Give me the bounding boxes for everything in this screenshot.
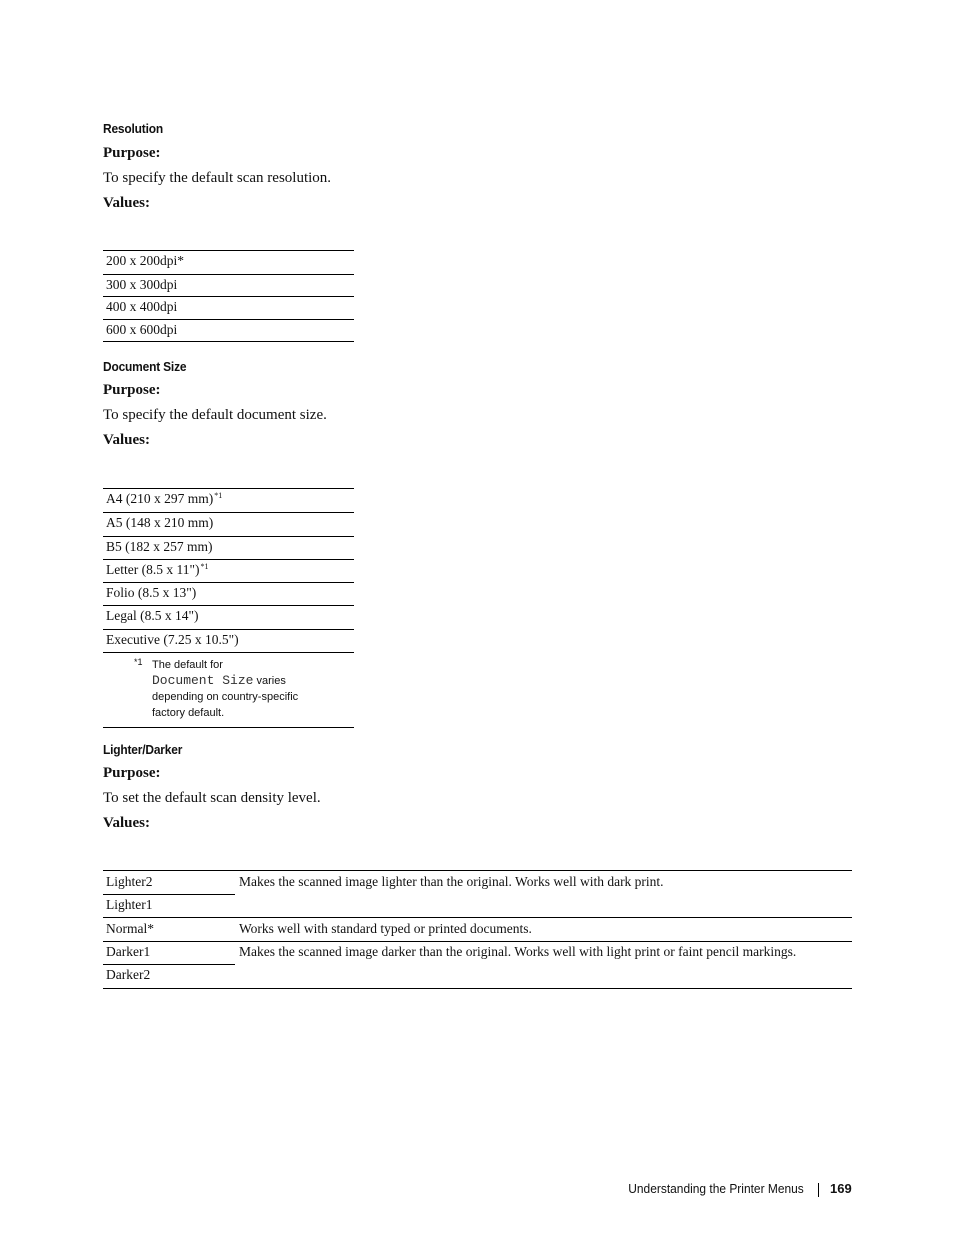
density-description: Makes the scanned image lighter than the original. Works well with dark print. [239,874,664,889]
page-number: 169 [830,1181,852,1196]
purpose-label: Purpose: [103,145,161,161]
footnote-line: depending on country-specific [152,691,299,703]
section-heading-document-size: Document Size [103,359,187,374]
purpose-text: To specify the default document size. [103,407,327,423]
footnote-divider [103,652,354,653]
section-heading-resolution: Resolution [103,121,163,136]
footnote-line: factory default. [152,707,225,719]
table-row [103,582,354,605]
section-heading-lighter-darker: Lighter/Darker [103,742,183,757]
resolution-value: 200 x 200dpi* [106,253,185,268]
density-value: Darker2 [106,967,151,982]
document-size-value: A5 (148 x 210 mm) [106,515,214,531]
table-row [103,559,354,582]
resolution-value: 600 x 600dpi [106,321,178,337]
document-size-value: Letter (8.5 x 11") [106,561,200,577]
document-size-value: A4 (210 x 297 mm) [106,491,214,506]
density-value: Darker1 [106,944,151,959]
table-row [103,296,354,319]
footnote-text [152,657,298,721]
footnote-line [152,673,298,689]
values-label: Values: [103,195,150,211]
footnote-ref: *1 [214,491,223,500]
density-value: Lighter1 [106,897,153,912]
footnote-code: Document Size [152,673,254,688]
purpose-label: Purpose: [103,382,161,398]
row-divider [103,917,852,918]
table-row [103,536,354,559]
purpose-text: To set the default scan density level. [103,790,321,806]
density-description: Makes the scanned image darker than the original. Works well with light print or faint pencil markings. [239,944,797,959]
density-value: Lighter2 [106,874,153,889]
document-size-value: Executive (7.25 x 10.5") [106,631,239,647]
density-description: Works well with standard typed or printed documents. [239,921,532,936]
footer-chapter-title: Understanding the Printer Menus [628,1181,804,1196]
resolution-value: 300 x 300dpi [106,276,178,292]
table-row [103,489,354,512]
footnote-marker: *1 [134,657,143,667]
purpose-text: To specify the default scan resolution. [103,170,332,186]
lighter-darker-values-table [103,870,852,989]
footnote-suffix: varies [256,675,286,687]
table-row [103,274,354,297]
resolution-value: 400 x 400dpi [106,299,178,315]
table-row [103,319,354,342]
values-label: Values: [103,432,150,448]
footer-divider [818,1183,819,1197]
document-size-value: B5 (182 x 257 mm) [106,538,213,554]
table-row [103,251,354,274]
document-size-value: Legal (8.5 x 14") [106,608,199,624]
values-label: Values: [103,815,150,831]
footnote-ref: *1 [200,561,209,571]
table-row [103,629,354,652]
table-row [103,605,354,628]
resolution-values-table [103,250,354,342]
table-row [103,512,354,535]
document-size-value: Folio (8.5 x 13") [106,585,197,601]
density-value: Normal* [106,921,154,936]
footnote-line: The default for [152,659,223,671]
purpose-label: Purpose: [103,765,161,781]
document-size-values-table [103,488,354,728]
